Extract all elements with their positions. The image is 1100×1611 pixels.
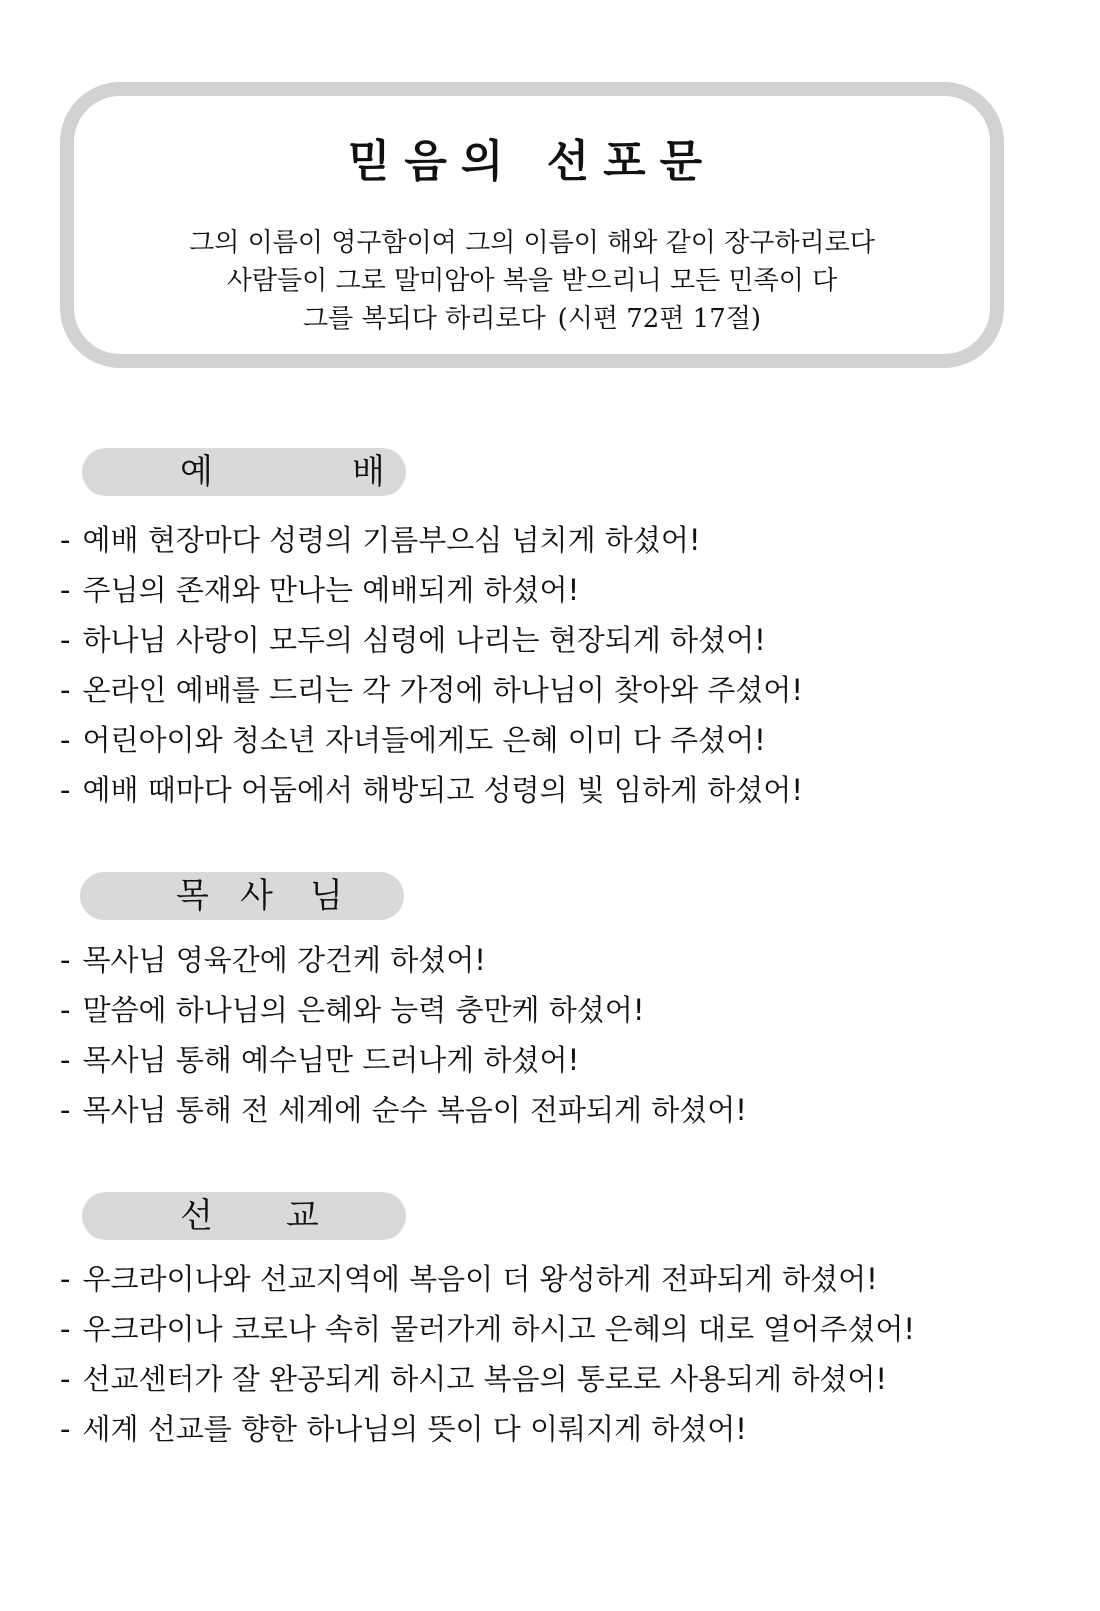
verse-reference: (시편 72편 17절) xyxy=(557,304,762,334)
bullet-dash: - xyxy=(60,1362,71,1396)
list-item-text: 주님의 존재와 만나는 예배되게 하셨어! xyxy=(82,573,580,607)
list-item xyxy=(60,615,803,665)
section-title-char: 사 xyxy=(240,876,273,916)
worship-list xyxy=(60,515,803,815)
pastor-list xyxy=(60,935,747,1135)
bullet-dash: - xyxy=(60,723,71,757)
verse-line: 사람들이 그로 말미암아 복을 받으리니 모든 민족이 다 xyxy=(226,266,838,296)
list-item-text: 어린아이와 청소년 자녀들에게도 은혜 이미 다 주셨어! xyxy=(82,723,766,757)
list-item-text: 목사님 영육간에 강건케 하셨어! xyxy=(82,943,486,977)
section-title-char: 님 xyxy=(310,876,343,916)
mission-list xyxy=(60,1254,915,1454)
bullet-dash: - xyxy=(60,1262,71,1296)
bullet-dash: - xyxy=(60,573,71,607)
section-title-char: 목 xyxy=(176,876,209,916)
section-header-mission xyxy=(82,1192,406,1240)
section-title-char: 예 xyxy=(180,452,213,492)
bullet-dash: - xyxy=(60,673,71,707)
bullet-dash: - xyxy=(60,773,71,807)
list-item-text: 예배 때마다 어둠에서 해방되고 성령의 빛 임하게 하셨어! xyxy=(82,773,803,807)
list-item-text: 우크라이나 코로나 속히 물러가게 하시고 은혜의 대로 열어주셨어! xyxy=(82,1312,916,1346)
list-item xyxy=(60,1304,915,1354)
list-item xyxy=(60,715,803,765)
bullet-dash: - xyxy=(60,1312,71,1346)
bullet-dash: - xyxy=(60,943,71,977)
list-item xyxy=(60,515,803,565)
section-title-char: 교 xyxy=(286,1196,319,1236)
list-item-text: 목사님 통해 전 세계에 순수 복음이 전파되게 하셨어! xyxy=(82,1093,747,1127)
verse-text: 그를 복되다 하리로다 xyxy=(302,304,546,334)
section-title-char: 선 xyxy=(180,1196,213,1236)
header-box xyxy=(60,82,1004,368)
list-item-text: 예배 현장마다 성령의 기름부으심 넘치게 하셨어! xyxy=(82,523,701,557)
list-item-text: 선교센터가 잘 완공되게 하시고 복음의 통로로 사용되게 하셨어! xyxy=(82,1362,887,1396)
bullet-dash: - xyxy=(60,1043,71,1077)
list-item-text: 우크라이나와 선교지역에 복음이 더 왕성하게 전파되게 하셨어! xyxy=(82,1262,878,1296)
section-header-pastor xyxy=(80,872,404,920)
page-title: 믿음의 선포문 xyxy=(347,136,717,187)
list-item-text: 세계 선교를 향한 하나님의 뜻이 다 이뤄지게 하셨어! xyxy=(82,1412,747,1446)
list-item xyxy=(60,765,803,815)
list-item-text: 목사님 통해 예수님만 드러나게 하셨어! xyxy=(82,1043,580,1077)
section-header-worship xyxy=(82,448,406,496)
verse-quote xyxy=(74,224,990,338)
list-item xyxy=(60,1254,915,1304)
list-item-text: 하나님 사랑이 모두의 심령에 나리는 현장되게 하셨어! xyxy=(82,623,766,657)
list-item-text: 말씀에 하나님의 은혜와 능력 충만케 하셨어! xyxy=(82,993,645,1027)
bullet-dash: - xyxy=(60,1093,71,1127)
verse-line: 그의 이름이 영구함이여 그의 이름이 해와 같이 장구하리로다 xyxy=(189,228,875,258)
list-item xyxy=(60,1085,747,1135)
list-item-text: 온라인 예배를 드리는 각 가정에 하나님이 찾아와 주셨어! xyxy=(82,673,803,707)
bullet-dash: - xyxy=(60,623,71,657)
list-item xyxy=(60,1404,915,1454)
bullet-dash: - xyxy=(60,993,71,1027)
list-item xyxy=(60,565,803,615)
verse-line-last xyxy=(74,300,990,338)
list-item xyxy=(60,665,803,715)
bullet-dash: - xyxy=(60,1412,71,1446)
bullet-dash: - xyxy=(60,523,71,557)
section-title-char: 배 xyxy=(352,452,385,492)
list-item xyxy=(60,1354,915,1404)
list-item xyxy=(60,985,747,1035)
list-item xyxy=(60,1035,747,1085)
list-item xyxy=(60,935,747,985)
